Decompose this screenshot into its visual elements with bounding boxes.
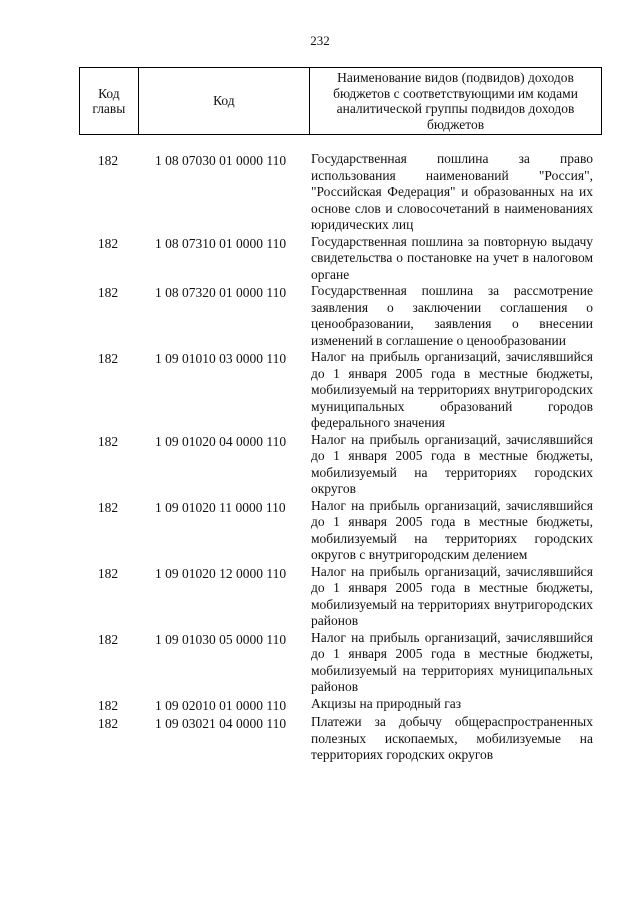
row-kod: 1 08 07310 01 0000 110 [155, 235, 287, 251]
row-kod: 1 09 01020 12 0000 110 [155, 565, 287, 581]
row-glavy: 182 [97, 716, 119, 731]
table-row [79, 696, 602, 715]
row-glavy: 182 [97, 433, 119, 449]
table-row [79, 283, 602, 349]
row-name: Налог на прибыль организаций, зачислявшийся до 1 января 2005 года в местные бюджеты, мобилизуемый на территориях внутригородских муниципальных образований городов федерального значения [311, 349, 593, 430]
row-kod: 1 08 07030 01 0000 110 [155, 153, 287, 168]
table-row [79, 151, 602, 234]
header-col-glavy: Код главы [80, 68, 139, 135]
row-glavy: 182 [97, 285, 119, 300]
row-name: Государственная пошлина за право использования наименований "Россия", "Российская Федерация" и образованных на их основе слов и словосочетаний в наименованиях юридических лиц [311, 151, 593, 232]
row-kod: 1 09 01020 11 0000 110 [155, 499, 286, 515]
header-col-name: Наименование видов (подвидов) доходов бюджетов с соответствующими им кодами аналитической группы подвидов доходов бюджетов [310, 68, 602, 135]
row-name: Налог на прибыль организаций, зачислявшийся до 1 января 2005 года в местные бюджеты, мобилизуемый на территориях внутригородских районов [311, 563, 593, 628]
row-kod: 1 09 03021 04 0000 110 [155, 716, 287, 731]
row-name: Налог на прибыль организаций, зачислявшийся до 1 января 2005 года в местные бюджеты, мобилизуемый на территориях городских округов [311, 431, 593, 496]
row-kod: 1 08 07320 01 0000 110 [155, 285, 287, 300]
page-number: 232 [310, 33, 330, 48]
table-row [79, 714, 602, 764]
row-kod: 1 09 02010 01 0000 110 [155, 697, 287, 713]
row-kod: 1 09 01030 05 0000 110 [155, 631, 287, 647]
row-name: Государственная пошлина за рассмотрение заявления о заключении соглашения о ценообразовании, заявления о внесении изменений в соглашение о ценообразовании [311, 283, 593, 348]
row-kod: 1 09 01020 04 0000 110 [155, 433, 287, 449]
row-glavy: 182 [97, 499, 119, 515]
row-name: Налог на прибыль организаций, зачислявшийся до 1 января 2005 года в местные бюджеты, мобилизуемый на территориях муниципальных районов [311, 629, 593, 694]
table-header [79, 67, 602, 135]
table-row [79, 234, 602, 284]
row-glavy: 182 [97, 565, 119, 581]
table-row [79, 349, 602, 432]
table-row [79, 630, 602, 696]
row-kod: 1 09 01010 03 0000 110 [155, 351, 287, 366]
header-col-kod: Код [138, 68, 309, 135]
row-glavy: 182 [97, 153, 119, 168]
table-row [79, 432, 602, 498]
table-row [79, 498, 602, 564]
row-glavy: 182 [97, 235, 119, 251]
row-name: Государственная пошлина за повторную выдачу свидетельства о постановке на учет в налоговом органе [311, 233, 593, 282]
row-glavy: 182 [97, 697, 119, 713]
row-name: Налог на прибыль организаций, зачислявшийся до 1 января 2005 года в местные бюджеты, мобилизуемый на территориях городских округов с внутригородским делением [311, 497, 593, 562]
row-glavy: 182 [97, 631, 119, 647]
row-glavy: 182 [97, 351, 119, 366]
table-body [79, 151, 602, 764]
table-row [79, 564, 602, 630]
row-name: Платежи за добычу общераспространенных полезных ископаемых, мобилизуемые на территориях городских округов [311, 714, 593, 762]
row-name: Акцизы на природный газ [311, 695, 462, 711]
